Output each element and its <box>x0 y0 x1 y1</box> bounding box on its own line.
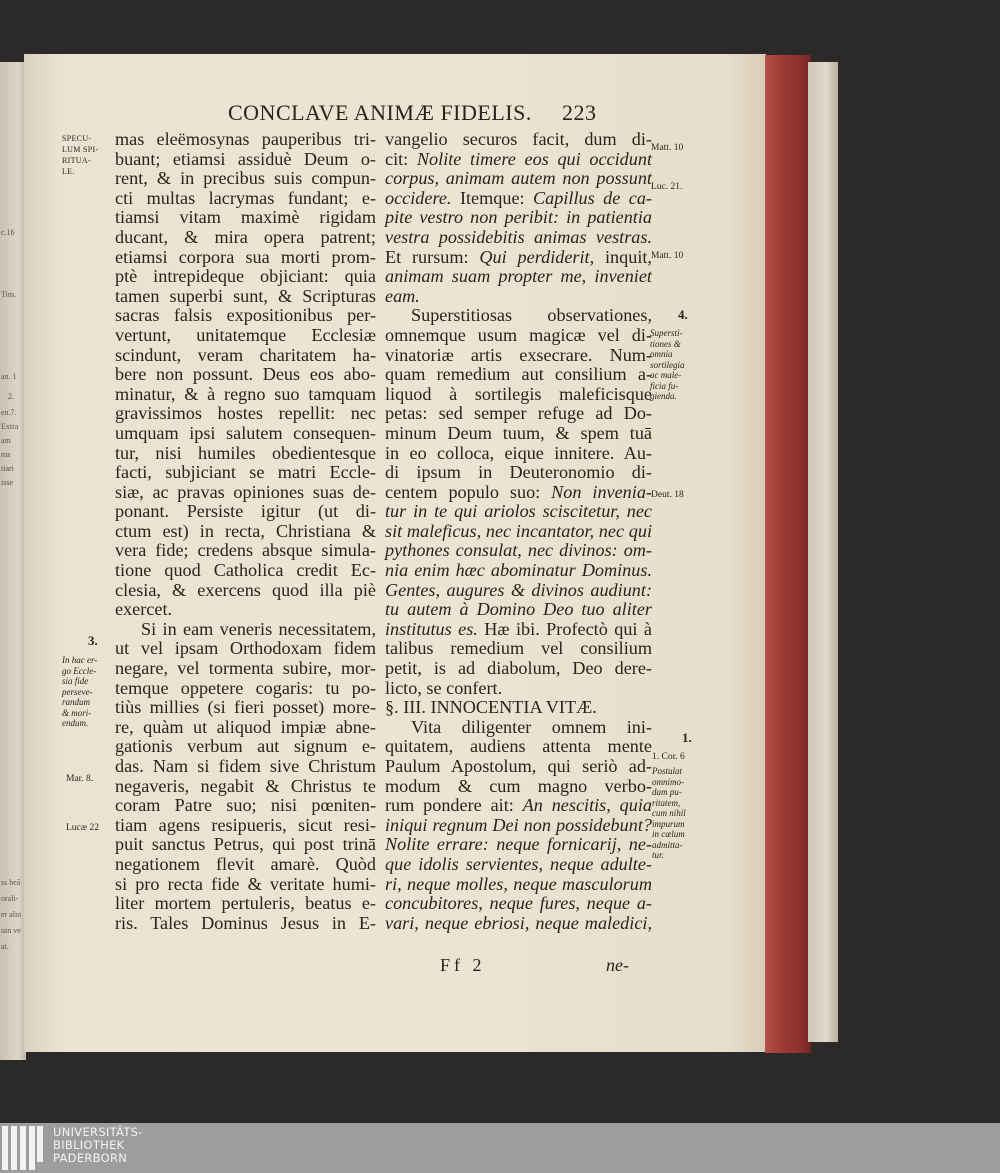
roman-text: ducant, & mira opera patrent; <box>115 226 376 247</box>
roman-text: modum & cum magno verbo- <box>385 775 652 796</box>
text-line <box>385 757 652 777</box>
roman-text: scindunt, veram charitatem ha- <box>115 344 376 365</box>
roman-text: Vita diligenter omnem ini- <box>411 716 652 737</box>
signature-mark: Ff 2 <box>440 955 486 975</box>
text-line <box>385 346 652 366</box>
text-line <box>385 522 652 542</box>
roman-text: clesia, & exercens quod illa piè <box>115 579 376 600</box>
text-line <box>385 541 652 561</box>
italic-text: An nescitis, quia <box>522 795 652 816</box>
text-line <box>115 894 376 914</box>
facing-page-note-fragment: Tim. <box>1 290 17 299</box>
roman-text: exercet. <box>115 599 173 620</box>
roman-text: re, quàm ut aliquod impiæ abne- <box>115 716 376 737</box>
facing-page-note-fragment: an. 1 <box>1 372 17 381</box>
roman-text: ut vel ipsam Orthodoxam fidem <box>115 638 376 659</box>
text-line <box>385 483 652 503</box>
italic-text: tur in te qui ariolos sciscitetur, nec <box>385 501 652 522</box>
text-line <box>385 365 652 385</box>
facing-page-note-fragment: am <box>1 436 11 445</box>
text-line <box>115 502 376 522</box>
text-line <box>385 679 652 699</box>
text-line <box>115 718 376 738</box>
red-page-edges <box>765 55 811 1053</box>
text-line <box>115 385 376 405</box>
roman-text: licto, se confert. <box>385 677 503 698</box>
text-line <box>385 816 652 836</box>
italic-text: vestra possidebitis animas vestras. <box>385 226 652 247</box>
text-line <box>115 796 376 816</box>
text-line <box>115 581 376 601</box>
text-line <box>385 914 652 934</box>
roman-text: buant; etiamsi assiduè Deum o- <box>115 148 376 169</box>
roman-text: gravissimos hostes repellit: nec <box>115 403 376 424</box>
text-line <box>115 267 376 287</box>
text-line <box>115 424 376 444</box>
italic-text: sit maleficus, nec incantator, nec qui <box>385 520 652 541</box>
roman-text: gationis verbum aut signum e- <box>115 736 376 757</box>
roman-text: temque oppetere cogaris: tu po- <box>115 677 376 698</box>
italic-text: Non invenia- <box>551 481 652 502</box>
text-line <box>115 189 376 209</box>
text-line <box>385 777 652 797</box>
roman-text: tiùs millies (si fieri posset) more- <box>115 697 376 718</box>
margin-note: SPECU- LUM SPI- RITUA- LE. <box>62 134 99 176</box>
facing-page-note-fragment: c.16 <box>1 228 15 237</box>
text-line <box>115 737 376 757</box>
italic-text: Nolite errare: neque fornicarij, ne- <box>385 834 652 855</box>
roman-text: petas: sed semper refuge ad Do- <box>385 403 652 424</box>
margin-note: Supersti- tiones & omnia sortilegia ac male- ficia fu- gienda. <box>650 328 685 401</box>
italic-text: ri, neque molles, neque masculorum <box>385 873 652 894</box>
roman-text: umquam ipsi salutem consequen- <box>115 422 376 443</box>
italic-text: occidere. <box>385 187 460 208</box>
roman-text: quitatem, audiens attenta mente <box>385 736 652 757</box>
roman-text: rum pondere ait: <box>385 795 523 816</box>
text-line <box>385 385 652 405</box>
text-line <box>115 248 376 268</box>
text-line <box>385 306 652 326</box>
roman-text: talibus remedium vel consilium <box>385 638 652 659</box>
facing-page-note-fragment: 2. <box>8 392 14 401</box>
margin-note: In hac er- go Eccle- sia fide perseve- randum & mori- endum. <box>62 655 98 728</box>
margin-note: Mar. 8. <box>66 774 94 784</box>
roman-text: tur, nisi humiles obedientesque <box>115 442 376 463</box>
italic-text: Gentes, augures & divinos audiunt: <box>385 579 652 600</box>
roman-text: das. Nam si fidem sive Christum <box>115 756 376 776</box>
text-line <box>115 620 376 640</box>
italic-text: corpus, animam autem non possunt <box>385 168 652 189</box>
text-line <box>385 737 652 757</box>
roman-text: facti, subjiciant se matri Eccle- <box>115 462 376 483</box>
roman-text: coram Patre suo; nisi pœniten- <box>115 795 376 816</box>
roman-text: tione quod Catholica credit Ec- <box>115 560 376 581</box>
text-line <box>115 483 376 503</box>
roman-text: tiamsi vitam maximè rigidam <box>115 207 376 228</box>
text-line <box>385 463 652 483</box>
text-line <box>115 208 376 228</box>
roman-text: ptè intrepideque objiciant: quia <box>115 266 376 287</box>
roman-text: quam remedium aut consilium a- <box>385 364 652 385</box>
text-line <box>385 698 652 718</box>
italic-text: Qui perdiderit, <box>479 246 595 267</box>
roman-text: negationem flevit amarè. Quòd <box>115 853 376 874</box>
italic-text: vari, neque ebriosi, neque maledici, <box>385 912 652 933</box>
roman-text: ponant. Persiste igitur (ut di- <box>115 501 376 522</box>
text-line <box>385 267 652 287</box>
facing-page-note-fragment: orali- <box>1 894 19 903</box>
facing-page-note-fragment: en.7. <box>1 408 17 417</box>
text-line <box>385 835 652 855</box>
roman-text: di ipsum in Deuteronomio di- <box>385 462 652 483</box>
roman-text: centem populo suo: <box>385 481 552 502</box>
italic-text: concubitores, neque fures, neque a- <box>385 893 652 914</box>
left-text-column <box>115 130 376 933</box>
roman-text: Et rursum: <box>385 246 480 267</box>
margin-note: 1. Cor. 6 <box>652 752 685 762</box>
book-cover-edge <box>808 62 838 1042</box>
roman-text: ris. Tales Dominus Jesus in E- <box>115 912 376 933</box>
roman-text: minatur, & à regno suo tamquam <box>115 383 376 404</box>
text-line <box>385 228 652 248</box>
text-line <box>115 600 376 620</box>
catchword: ne- <box>606 955 629 975</box>
margin-note: Matt. 10 <box>651 251 684 261</box>
roman-text: minum Deum tuum, & spem tuā <box>385 422 652 443</box>
text-line <box>115 698 376 718</box>
text-line <box>385 189 652 209</box>
text-line <box>385 718 652 738</box>
text-line <box>115 404 376 424</box>
text-line <box>115 679 376 699</box>
italic-text: Nolite timere eos qui occidunt <box>416 148 653 169</box>
facing-page-note-fragment: ms <box>1 450 11 459</box>
text-line <box>115 777 376 797</box>
text-line <box>385 581 652 601</box>
roman-text: cit: <box>385 148 417 169</box>
italic-text: nia enim hæc abominatur Dominus. <box>385 560 652 581</box>
roman-text: mas eleëmosynas pauperibus tri- <box>115 129 376 149</box>
text-line <box>115 835 376 855</box>
roman-text: §. III. INNOCENTIA VITÆ. <box>385 697 597 718</box>
text-line <box>385 130 652 150</box>
text-line <box>385 659 652 679</box>
margin-note: 4. <box>678 307 688 322</box>
roman-text: Itemque: <box>459 187 534 208</box>
roman-text: vinatoriæ artis exsecrare. Num- <box>385 344 652 365</box>
text-line <box>385 561 652 581</box>
text-line <box>385 424 652 444</box>
roman-text: Hæ ibi. Profectò qui à <box>477 618 652 639</box>
roman-text: siæ, ac pravas opiniones suas de- <box>115 481 376 502</box>
text-line <box>385 620 652 640</box>
facing-page-note-fragment: at. <box>1 942 9 951</box>
margin-note: Luc. 21. <box>651 182 683 192</box>
text-line <box>385 150 652 170</box>
roman-text: si pro recta fide & veritate humi- <box>115 873 376 894</box>
text-line <box>115 169 376 189</box>
text-line <box>115 757 376 777</box>
text-line <box>385 855 652 875</box>
italic-text: iniqui regnum Dei non possidebunt? <box>385 814 652 835</box>
roman-text: omnemque usum magicæ vel di- <box>385 324 652 345</box>
text-line <box>385 796 652 816</box>
page-number: 223 <box>562 100 597 125</box>
text-line <box>385 894 652 914</box>
facing-page-note-fragment: er alio <box>1 910 22 919</box>
text-line <box>115 541 376 561</box>
facing-page-note-fragment: isse <box>1 478 13 487</box>
margin-note: Deut. 18 <box>651 490 684 500</box>
facing-page-note-fragment: tiari <box>1 464 14 473</box>
italic-text: eam. <box>385 285 420 306</box>
margin-note: 1. <box>682 730 692 745</box>
roman-text: tamen superbi sunt, & Scripturas <box>115 285 376 306</box>
roman-text: liter mortem pertuleris, beatus e- <box>115 893 376 914</box>
text-line <box>115 346 376 366</box>
roman-text: in eo colloca, eique innitere. Au- <box>385 442 652 463</box>
text-line <box>385 639 652 659</box>
text-line <box>385 444 652 464</box>
text-line <box>385 875 652 895</box>
roman-text: negaveris, negabit & Christus te <box>115 775 376 796</box>
text-line <box>115 326 376 346</box>
margin-note: Matt. 10 <box>651 143 684 153</box>
roman-text: liquod à sortilegis maleficisque <box>385 383 652 404</box>
roman-text: inquit, <box>594 246 652 267</box>
text-line <box>115 659 376 679</box>
margin-note: Lucæ 22 <box>66 823 99 833</box>
text-line <box>115 561 376 581</box>
roman-text: cti multas lacrymas fundant; e- <box>115 187 376 208</box>
italic-text: pite vestro non peribit: in patientia <box>385 207 652 228</box>
italic-text: institutus es. <box>385 618 478 639</box>
text-line <box>385 404 652 424</box>
roman-text: tiam agens resipueris, sicut resi- <box>115 814 376 835</box>
text-line <box>115 130 376 150</box>
text-line <box>115 914 376 934</box>
facing-page-note-fragment: ss beā <box>1 878 21 887</box>
text-line <box>385 287 652 307</box>
roman-text: negare, vel tormenta subire, mor- <box>115 658 376 679</box>
text-line <box>115 875 376 895</box>
roman-text: puit sanctus Petrus, qui post trinā <box>115 834 376 855</box>
italic-text: que idolis servientes, neque adulte- <box>385 853 652 874</box>
roman-text: vera fide; credens absque simula- <box>115 540 376 561</box>
italic-text: animam suam propter me, inveniet <box>385 266 652 287</box>
facing-page-note-fragment: Extra <box>1 422 19 431</box>
roman-text: bere non possunt. Deus eos abo- <box>115 364 376 385</box>
text-line <box>115 816 376 836</box>
text-line <box>115 287 376 307</box>
text-line <box>385 169 652 189</box>
roman-text: vangelio securos facit, dum di- <box>385 129 652 149</box>
text-line <box>115 306 376 326</box>
library-footer <box>0 1123 1000 1173</box>
text-line <box>385 248 652 268</box>
right-text-column <box>385 130 652 933</box>
italic-text: tu autem à Domino Deo tuo aliter <box>385 599 652 620</box>
text-line <box>385 502 652 522</box>
library-logo-text: UNIVERSITÄTS- BIBLIOTHEK PADERBORN <box>53 1125 143 1165</box>
text-line <box>115 522 376 542</box>
margin-note: 3. <box>88 633 98 648</box>
roman-text: Paulum Apostolum, qui seriò ad- <box>385 756 652 776</box>
text-line <box>115 228 376 248</box>
roman-text: sacras falsis expositionibus per- <box>115 305 376 326</box>
text-line <box>115 639 376 659</box>
text-line <box>385 600 652 620</box>
text-line <box>115 365 376 385</box>
facing-page-note-fragment: uin ve <box>1 926 21 935</box>
roman-text: rent, & in precibus suis compun- <box>115 168 376 189</box>
roman-text: Superstitiosas observationes, <box>411 305 652 326</box>
roman-text: etiamsi corpora sua morti prom- <box>115 246 376 267</box>
italic-text: pythones consulat, nec divinos: om- <box>385 540 652 561</box>
italic-text: Capillus de ca- <box>533 187 652 208</box>
roman-text: Si in eam veneris necessitatem, <box>141 618 376 639</box>
text-line <box>385 326 652 346</box>
text-line <box>385 208 652 228</box>
margin-note: Postulat omnimo- dam pu- ritatem, cum nihil impurum in cælum admitta- tur. <box>652 766 686 860</box>
text-line <box>115 463 376 483</box>
text-line <box>115 444 376 464</box>
roman-text: petit, is ad diabolum, Deo dere- <box>385 658 652 679</box>
library-logo-icon <box>0 1126 44 1172</box>
text-line <box>115 855 376 875</box>
text-line <box>115 150 376 170</box>
roman-text: ctum est) in recta, Christiana & <box>115 520 376 541</box>
roman-text: vertunt, unitatemque Ecclesiæ <box>115 324 376 345</box>
running-title: CONCLAVE ANIMÆ FIDELIS. <box>228 100 532 125</box>
